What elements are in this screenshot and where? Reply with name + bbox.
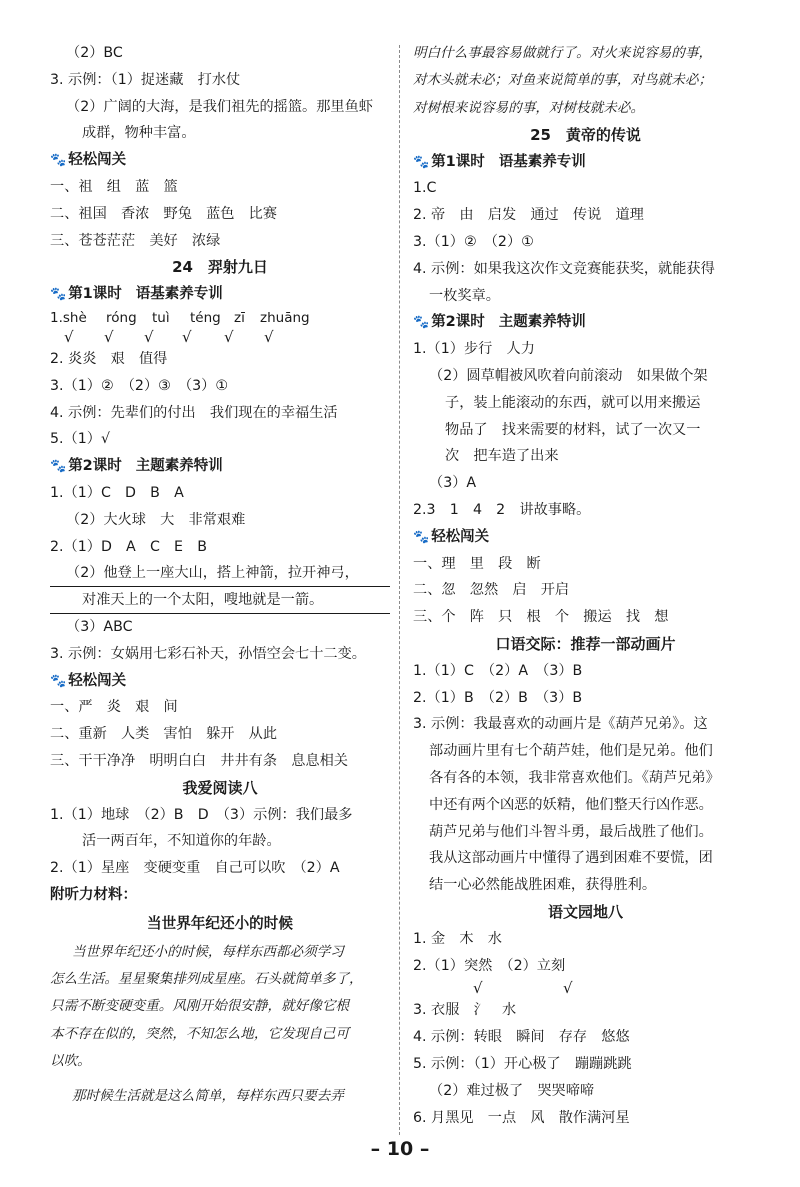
answer-line: 二、忽 忽然 启 开启 [413,582,570,599]
answer-line: 部动画片里有七个葫芦娃，他们是兄弟。他们 [429,743,713,760]
attached-material-label: 附听力材料： [50,886,137,903]
answer-line: 1.C [413,180,437,197]
answer-line: （2）圆草帽被风吹着向前滚动 如果做个架 [429,368,708,385]
answer-line: 1.（1）步行 人力 [413,341,535,358]
story-line: 那时候生活就是这么简单，每样东西只要去弄 [72,1088,344,1105]
section-heading-lesson1: 🐾 第1课时 语基素养专训 [413,153,586,170]
lesson-title: 口语交际：推荐一部动画片 [495,635,676,654]
answer-line: 一、祖 组 蓝 篮 [50,178,178,195]
answer-line: 二、祖国 香浓 野兔 蓝色 比赛 [50,205,278,222]
section-heading-easy: 🐾 轻松闯关 [413,528,490,545]
paw-icon: 🐾 [413,154,430,170]
story-line: 怎么生活。星星聚集排列成星座。石头就简单多了， [50,971,363,987]
answer-line: 一枚奖章。 [429,287,500,304]
column-divider [399,45,400,1135]
lesson-title: 我爱阅读八 [182,778,258,797]
section-heading-lesson2: 🐾 第2课时 主题素养特训 [50,458,223,475]
answer-line: 4. 示例：如果我这次作文竞赛能获奖，就能获得 [413,260,715,277]
answer-line: （2）广阔的大海，是我们祖先的摇篮。那里鱼虾 [66,98,373,115]
left-column [50,40,390,1110]
check-mark: √ [64,327,74,346]
section-heading-lesson2: 🐾 第2课时 主题素养特训 [413,314,586,331]
story-line: 只需不断变硬变重。风刚开始很安静，就好像它根 [50,998,350,1015]
answer-line: 物品了 找来需要的材料，试了一次又一 [445,421,701,438]
answer-line: 3.（1）② （2）③ （3）① [50,377,229,394]
story-line: 以吹。 [50,1052,91,1069]
answer-line: 2.（1）D A C E B [50,538,207,555]
answer-line: 1.（1）C （2）A （3）B [413,662,583,679]
answer-line: 三、苍苍茫茫 美好 浓绿 [50,232,221,249]
answer-line: 一、严 炎 艰 间 [50,699,178,716]
answer-line: 5. 示例：（1）开心极了 蹦蹦跳跳 [413,1055,632,1072]
answer-line: 3. 示例：（1）捉迷藏 打水仗 [50,71,241,88]
answer-line: 1. 金 木 水 [413,930,502,947]
lesson-title: 25 黄帝的传说 [530,125,641,144]
section-heading-easy: 🐾 轻松闯关 [50,672,127,689]
story-line: 明白什么事最容易做就行了。对火来说容易的事， [413,45,713,61]
lesson-title: 24 羿射九日 [172,258,268,277]
answer-line: 2.3 1 4 2 讲故事略。 [413,502,591,519]
answer-line: （2）BC [66,45,123,61]
paw-icon: 🐾 [50,153,67,169]
check-row [50,328,390,346]
answer-line: 我从这部动画片中懂得了遇到困难不要慌，团 [429,850,713,867]
answer-line: 3. 示例：女娲用七彩石补天，孙悟空会七十二变。 [50,645,366,662]
answer-line: 各有各的本领，我非常喜欢他们。《葫芦兄弟》 [429,770,720,787]
answer-line: 4. 示例：先辈们的付出 我们现在的幸福生活 [50,404,338,421]
answer-line: 6. 月黑见 一点 风 散作满河星 [413,1109,630,1126]
check-mark: √ [563,979,573,998]
answer-line: 成群，物种丰富。 [82,125,196,142]
answer-line: 3. 示例：我最喜欢的动画片是《葫芦兄弟》。这 [413,716,708,733]
answer-line: （2）难过极了 哭哭啼啼 [429,1082,595,1099]
answer-line: 子，装上能滚动的东西，就可以用来搬运 [445,394,701,411]
answer-line: 结一心必然能战胜困难，获得胜利。 [429,877,657,894]
answer-line: 2.（1）B （2）B （3）B [413,689,583,706]
check-mark: √ [144,327,154,346]
check-mark: √ [182,327,192,346]
answer-line: 4. 示例：转眼 瞬间 存存 悠悠 [413,1029,630,1046]
check-mark: √ [224,327,234,346]
pinyin: téng [190,309,221,326]
answer-line: 2.（1）星座 变硬变重 自己可以吹 （2）A [50,860,340,877]
check-mark: √ [104,327,114,346]
story-line: 当世界年纪还小的时候，每样东西都必须学习 [72,943,344,960]
page-number: – 10 – [370,1138,430,1160]
answer-line: 葫芦兄弟与他们斗智斗勇，最后战胜了他们。 [429,823,713,840]
answer-line: （3）A [429,475,477,492]
story-line: 本不存在似的，突然，不知怎么地，它发现自己可 [50,1025,350,1042]
answer-line: 中还有两个凶恶的妖精，他们整天行凶作恶。 [429,796,713,813]
paw-icon: 🐾 [50,673,67,689]
pinyin: róng [106,309,137,326]
pinyin-row [50,308,390,328]
lesson-title: 语文园地八 [547,903,623,921]
answer-line-underlined: 对准天上的一个太阳，嗖地就是一箭。 [50,587,390,614]
paw-icon: 🐾 [413,315,430,331]
answer-line: 二、重新 人类 害怕 躲开 从此 [50,726,278,743]
pinyin: 1.shè [50,309,87,326]
paw-icon: 🐾 [50,287,67,303]
answer-line: 次 把车造了出来 [445,448,559,465]
story-title: 当世界年纪还小的时候 [147,914,293,932]
answer-line: 2. 炎炎 艰 值得 [50,350,168,367]
answer-line: 2. 帝 由 启发 通过 传说 道理 [413,207,644,224]
story-line: 对树根来说容易的事，对树枝就未必。 [413,99,645,116]
pinyin: zī [234,309,245,326]
answer-line: 活一两百年，不知道你的年龄。 [82,833,281,850]
answer-line: 2.（1）突然 （2）立刻 [413,957,566,974]
check-row [413,979,758,997]
pinyin: tuì [152,309,170,326]
section-heading-lesson1: 🐾 第1课时 语基素养专训 [50,286,223,303]
check-mark: √ [473,979,483,998]
answer-line: 1.（1）地球 （2）B D （3）示例：我们最多 [50,806,353,823]
answer-line: （3）ABC [66,618,133,635]
answer-line-underlined: （2）他登上一座大山，搭上神箭，拉开神弓， [50,560,390,587]
answer-line: 三、个 阵 只 根 个 搬运 找 想 [413,609,669,626]
paw-icon: 🐾 [413,529,430,545]
answer-line: 3. 衣服 氵 水 [413,1002,517,1019]
answer-line: （2）大火球 大 非常艰难 [66,511,246,528]
check-mark: √ [264,327,274,346]
answer-line: 一、理 里 段 断 [413,555,541,572]
answer-line: 1.（1）C D B A [50,484,184,501]
answer-line: 5.（1）√ [50,431,110,448]
answer-line: 3.（1）② （2）① [413,234,534,251]
section-heading-easy: 🐾 轻松闯关 [50,152,127,169]
answer-line: 三、干干净净 明明白白 井井有条 息息相关 [50,752,348,769]
paw-icon: 🐾 [50,459,67,475]
right-column [413,40,758,1131]
story-line: 对木头就未必；对鱼来说简单的事，对鸟就未必； [413,72,713,89]
pinyin: zhuāng [260,309,310,326]
